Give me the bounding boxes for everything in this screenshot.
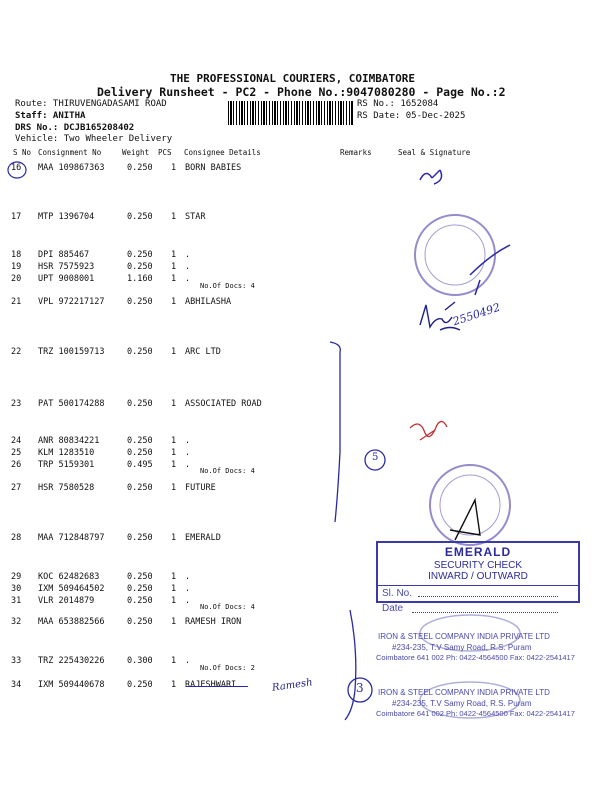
col-consignee: Consignee Details xyxy=(184,148,261,157)
row-weight: 0.250 xyxy=(127,596,153,606)
signature-mark xyxy=(470,245,510,295)
doc-count-note: No.Of Docs: 4 xyxy=(200,467,255,475)
rs-date: RS Date: 05-Dec-2025 xyxy=(357,111,466,121)
handwritten-number: 5 xyxy=(372,452,379,463)
col-seal: Seal & Signature xyxy=(398,148,471,157)
row-weight: 0.250 xyxy=(127,680,153,690)
handwritten-note: 2550492 xyxy=(451,300,502,329)
row-pcs: 1 xyxy=(171,347,177,357)
stamp-line: INWARD / OUTWARD xyxy=(428,571,528,582)
row-pcs: 1 xyxy=(171,250,177,260)
row-weight: 0.250 xyxy=(127,617,153,627)
stamp-line: SECURITY CHECK xyxy=(433,560,523,571)
row-consignee: ABHILASHA xyxy=(185,297,232,307)
stamp-title: EMERALD xyxy=(444,545,512,559)
circle-mark xyxy=(8,162,26,178)
row-pcs: 1 xyxy=(171,274,177,284)
row-sno: 21 xyxy=(11,297,22,307)
row-pcs: 1 xyxy=(171,533,177,543)
row-consignment: TRZ 225430226 xyxy=(38,656,105,666)
row-pcs: 1 xyxy=(171,584,177,594)
row-consignment: DPI 885467 xyxy=(38,250,90,260)
row-weight: 0.250 xyxy=(127,533,153,543)
dotted-line xyxy=(418,596,558,597)
stamp-date: Date xyxy=(382,603,404,614)
route-label: Route: THIRUVENGADASAMI ROAD xyxy=(15,99,167,109)
row-sno: 17 xyxy=(11,212,22,222)
row-consignment: MTP 1396704 xyxy=(38,212,95,222)
row-consignee: . xyxy=(185,460,191,470)
row-weight: 0.495 xyxy=(127,460,153,470)
row-sno: 33 xyxy=(11,656,22,666)
row-consignee: ASSOCIATED ROAD xyxy=(185,399,262,409)
row-consignment: VLR 2014879 xyxy=(38,596,95,606)
row-sno: 28 xyxy=(11,533,22,543)
row-consignment: MAA 653882566 xyxy=(38,617,105,627)
row-weight: 0.250 xyxy=(127,584,153,594)
signature-mark xyxy=(450,500,480,540)
row-weight: 0.300 xyxy=(127,656,153,666)
row-pcs: 1 xyxy=(171,399,177,409)
row-sno: 18 xyxy=(11,250,22,260)
doc-count-note: No.Of Docs: 4 xyxy=(200,282,255,290)
scribble-mark xyxy=(420,170,442,184)
row-sno: 19 xyxy=(11,262,22,272)
row-consignee: BORN BABIES xyxy=(185,163,242,173)
row-consignment: ANR 80834221 xyxy=(38,436,100,446)
row-consignment: IXM 509440678 xyxy=(38,680,105,690)
row-consignment: VPL 972217127 xyxy=(38,297,105,307)
row-pcs: 1 xyxy=(171,656,177,666)
row-weight: 0.250 xyxy=(127,163,153,173)
row-sno: 20 xyxy=(11,274,22,284)
row-consignment: KOC 62482683 xyxy=(38,572,100,582)
row-consignee: FUTURE xyxy=(185,483,216,493)
row-consignment: HSR 7575923 xyxy=(38,262,95,272)
row-pcs: 1 xyxy=(171,617,177,627)
red-scribble xyxy=(410,421,447,440)
row-pcs: 1 xyxy=(171,460,177,470)
col-sno: S No xyxy=(13,148,32,157)
row-weight: 0.250 xyxy=(127,262,153,272)
row-consignee: . xyxy=(185,584,191,594)
row-sno: 26 xyxy=(11,460,22,470)
row-consignee: . xyxy=(185,250,191,260)
row-sno: 27 xyxy=(11,483,22,493)
row-weight: 0.250 xyxy=(127,347,153,357)
col-pcs: PCS xyxy=(158,148,172,157)
row-consignee: RAMESH IRON xyxy=(185,617,242,627)
company-title: THE PROFESSIONAL COURIERS, COIMBATORE xyxy=(170,72,416,85)
col-remarks: Remarks xyxy=(340,148,372,157)
handwritten-number: 3 xyxy=(356,681,364,695)
row-consignment: TRZ 100159713 xyxy=(38,347,105,357)
row-weight: 0.250 xyxy=(127,399,153,409)
row-weight: 0.250 xyxy=(127,436,153,446)
rs-number: RS No.: 1652084 xyxy=(357,99,439,109)
row-sno: 32 xyxy=(11,617,22,627)
row-pcs: 1 xyxy=(171,680,177,690)
row-pcs: 1 xyxy=(171,572,177,582)
bracket-mark xyxy=(330,342,340,522)
row-sno: 29 xyxy=(11,572,22,582)
row-weight: 0.250 xyxy=(127,483,153,493)
round-seal xyxy=(415,215,495,295)
col-weight: Weight xyxy=(122,148,150,157)
row-sno: 22 xyxy=(11,347,22,357)
stamp-phone: Coimbatore 641 002 Ph: 0422-4564500 Fax: 0422-2541417 xyxy=(376,653,575,662)
row-sno: 34 xyxy=(11,680,22,690)
row-consignment: HSR 7580528 xyxy=(38,483,95,493)
row-pcs: 1 xyxy=(171,212,177,222)
row-sno: 23 xyxy=(11,399,22,409)
row-pcs: 1 xyxy=(171,163,177,173)
row-pcs: 1 xyxy=(171,483,177,493)
staff-label: Staff: ANITHA xyxy=(15,111,86,121)
runsheet-title: Delivery Runsheet - PC2 - Phone No.:9047080280 - Page No.:2 xyxy=(97,85,506,99)
row-weight: 0.250 xyxy=(127,250,153,260)
row-sno: 16 xyxy=(11,163,22,173)
row-consignee: EMERALD xyxy=(185,533,221,543)
row-sno: 30 xyxy=(11,584,22,594)
row-pcs: 1 xyxy=(171,448,177,458)
row-weight: 1.160 xyxy=(127,274,153,284)
handwritten-signature: Ramesh xyxy=(271,677,314,694)
row-sno: 31 xyxy=(11,596,22,606)
row-consignment: UPT 9008001 xyxy=(38,274,95,284)
row-consignee: . xyxy=(185,274,191,284)
row-pcs: 1 xyxy=(171,297,177,307)
row-consignment: TRP 5159301 xyxy=(38,460,95,470)
stamp-company: IRON & STEEL COMPANY INDIA PRIVATE LTD xyxy=(378,688,550,697)
stamp-phone: Coimbatore 641 002 Ph: 0422-4564500 Fax: 0422-2541417 xyxy=(376,709,575,718)
row-consignment: MAA 712848797 xyxy=(38,533,105,543)
row-weight: 0.250 xyxy=(127,297,153,307)
row-consignee: ARC LTD xyxy=(185,347,221,357)
row-consignment: KLM 1283510 xyxy=(38,448,95,458)
row-consignee: . xyxy=(185,262,191,272)
row-consignment: MAA 109867363 xyxy=(38,163,105,173)
row-consignee: . xyxy=(185,448,191,458)
bracket-mark xyxy=(345,610,356,720)
row-pcs: 1 xyxy=(171,436,177,446)
stamp-company: IRON & STEEL COMPANY INDIA PRIVATE LTD xyxy=(378,632,550,641)
row-consignee: STAR xyxy=(185,212,206,222)
row-consignment: IXM 509464502 xyxy=(38,584,105,594)
vehicle-label: Vehicle: Two Wheeler Delivery xyxy=(15,134,173,144)
row-consignee: . xyxy=(185,436,191,446)
row-consignee: . xyxy=(185,572,191,582)
row-sno: 24 xyxy=(11,436,22,446)
stamp-address: #234-235, T.V Samy Road, R.S. Puram xyxy=(392,643,532,652)
row-weight: 0.250 xyxy=(127,212,153,222)
row-weight: 0.250 xyxy=(127,572,153,582)
row-pcs: 1 xyxy=(171,596,177,606)
row-consignee: . xyxy=(185,656,191,666)
stamp-slno: Sl. No. xyxy=(382,588,413,599)
col-consignment: Consignment No xyxy=(38,148,102,157)
row-consignee: RAJESHWARI xyxy=(185,680,237,690)
dotted-line xyxy=(412,612,558,613)
row-weight: 0.250 xyxy=(127,448,153,458)
doc-count-note: No.Of Docs: 2 xyxy=(200,664,255,672)
stamp-address: #234-235, T.V Samy Road, R.S. Puram xyxy=(392,699,532,708)
doc-count-note: No.Of Docs: 4 xyxy=(200,603,255,611)
row-pcs: 1 xyxy=(171,262,177,272)
row-consignment: PAT 500174288 xyxy=(38,399,105,409)
row-sno: 25 xyxy=(11,448,22,458)
row-consignee: . xyxy=(185,596,191,606)
drs-number: DRS No.: DCJB165208402 xyxy=(15,123,135,133)
